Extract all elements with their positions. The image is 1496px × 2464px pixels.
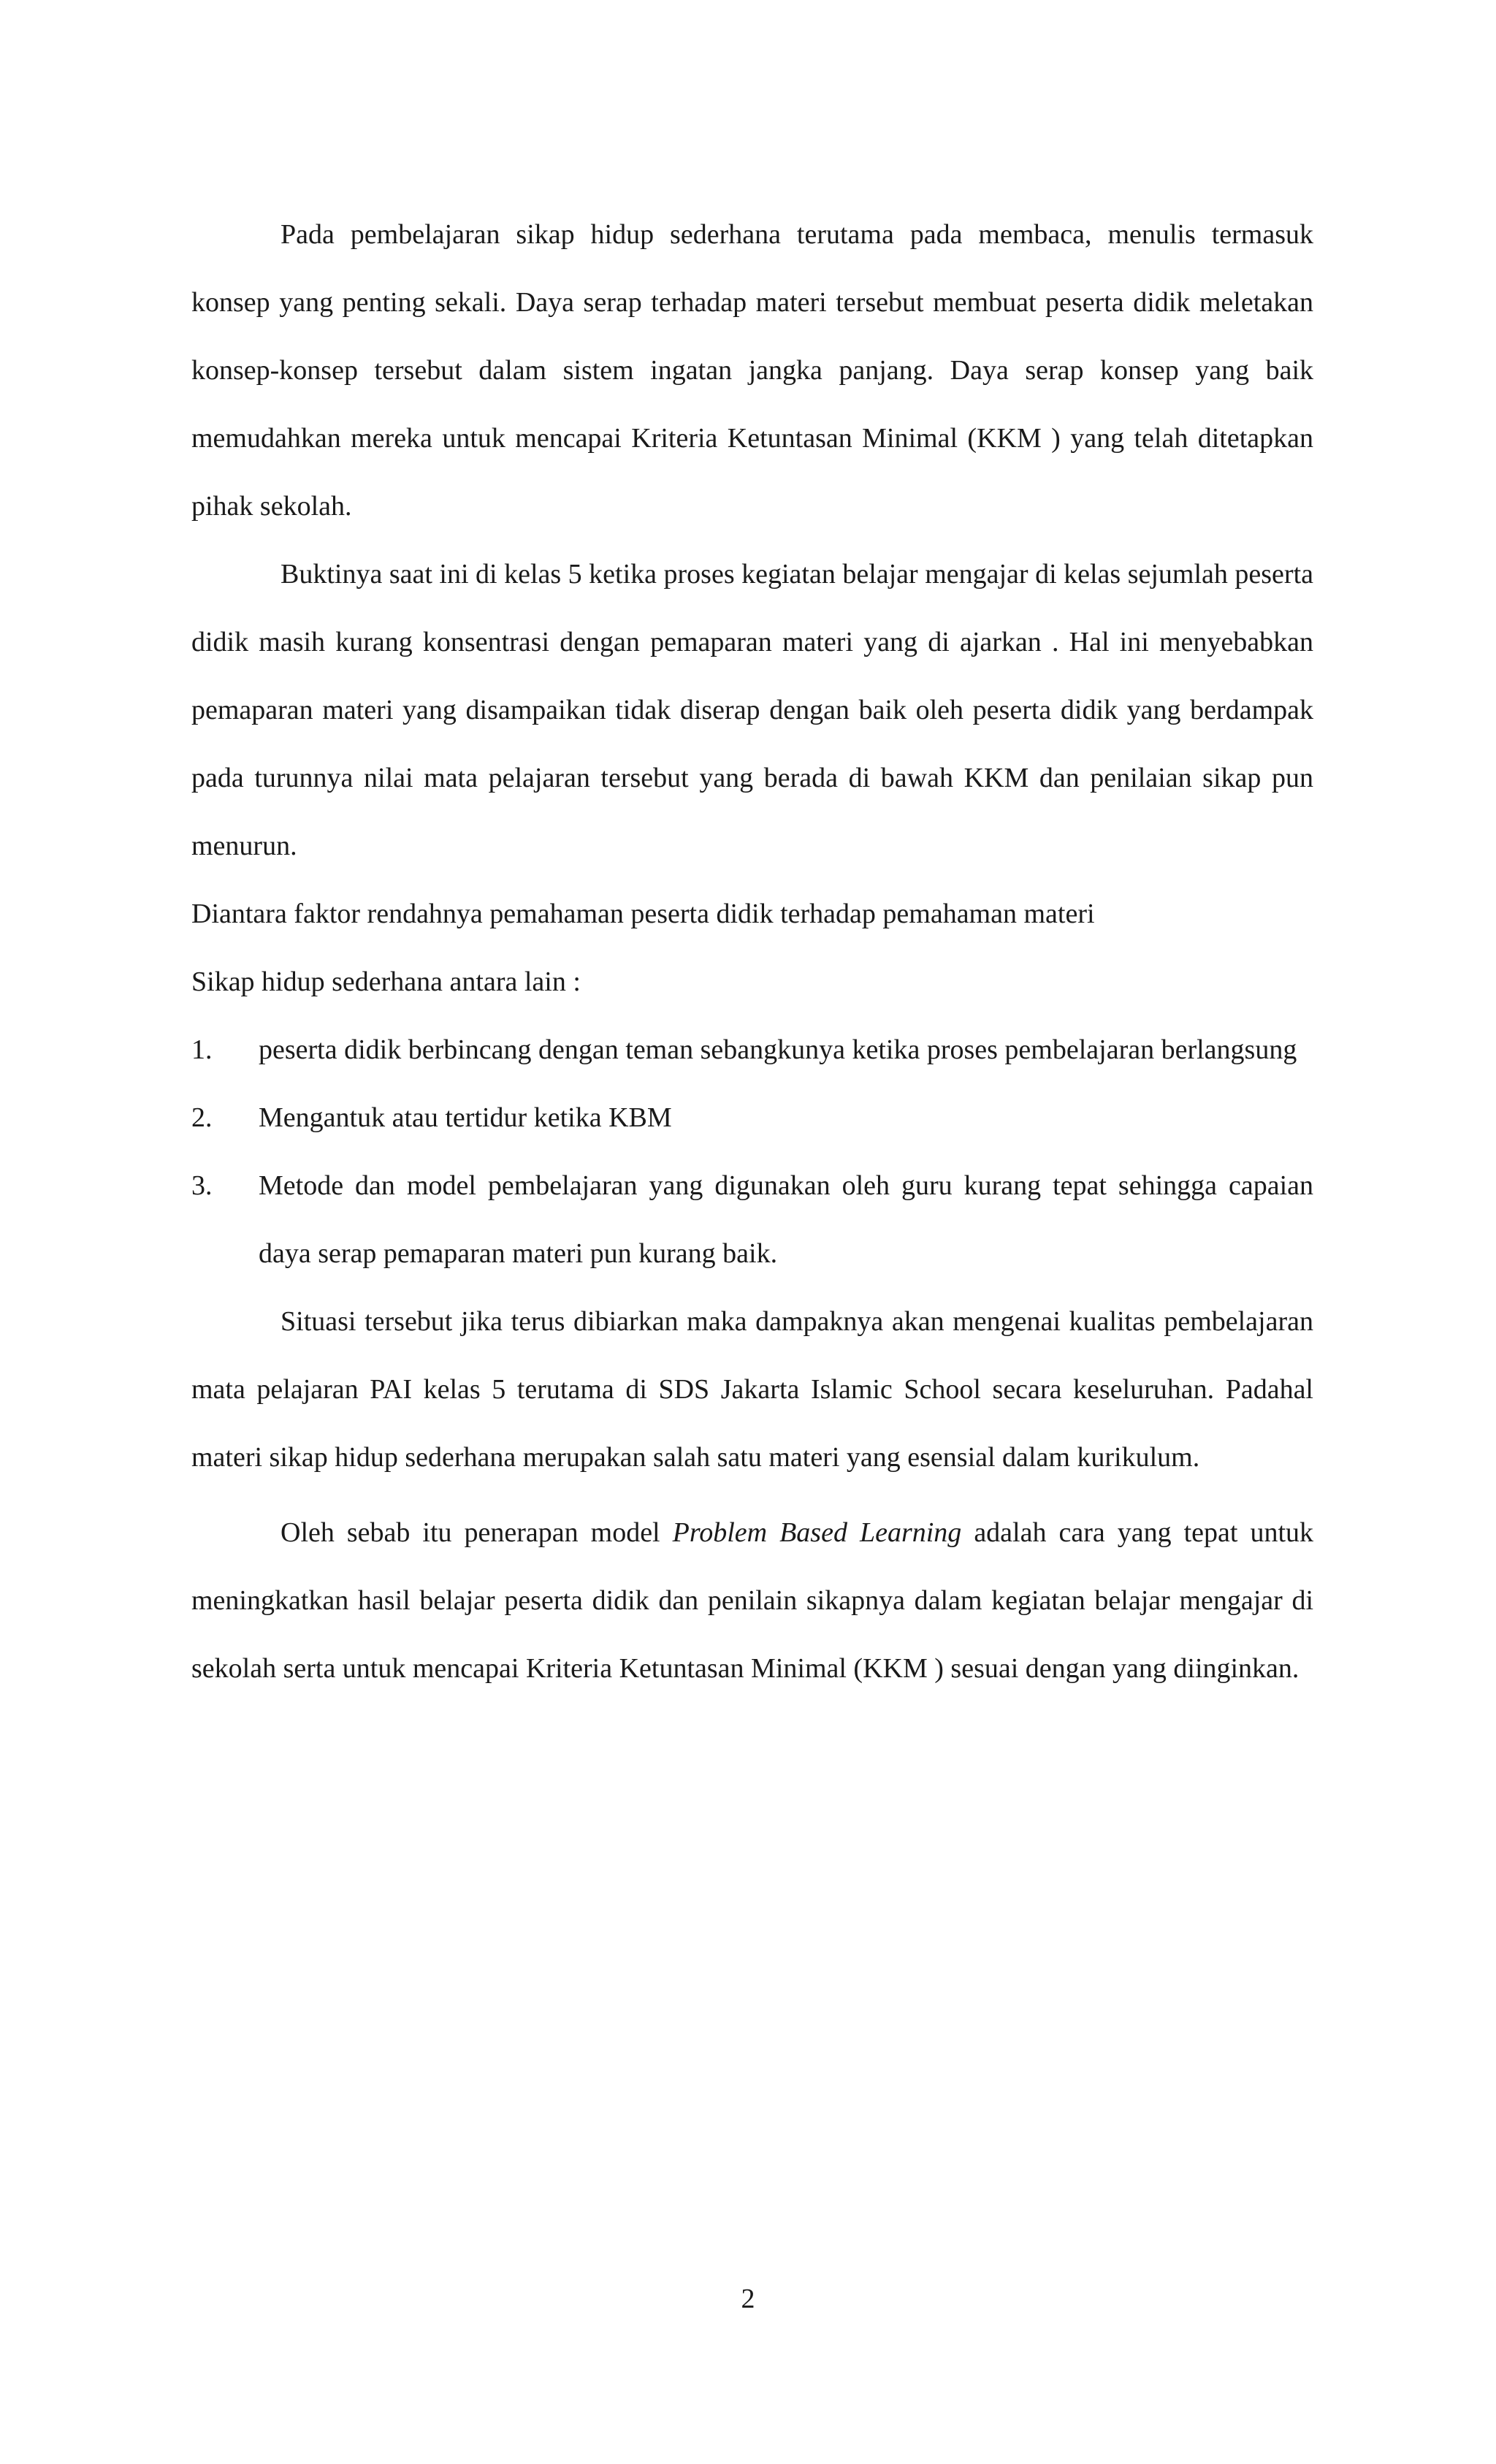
list-item-number: 2. [191,1102,213,1133]
list-item-text: Metode dan model pembelajaran yang digunakan oleh guru kurang tepat sehingga capaian daya serap pemaparan materi pun kurang baik. [259,1170,1313,1269]
list-item-text: peserta didik berbincang dengan teman sebangkunya ketika proses pembelajaran berlangsung [259,1034,1297,1065]
paragraph-2: Buktinya saat ini di kelas 5 ketika proses kegiatan belajar mengajar di kelas sejumlah peserta didik masih kurang konsentrasi dengan pemaparan materi yang di ajarkan . Hal ini menyebabkan pemaparan materi yang disampaikan tidak diserap dengan baik oleh peserta didik yang berdampak pada turunnya nilai mata pelajaran tersebut yang berada di bawah KKM dan penilaian sikap pun menurun. [191,559,1313,861]
paragraph-5-model-name: Problem Based Learning [672,1517,962,1548]
list-item-number: 1. [191,1034,213,1065]
paragraph-5-text-end: adalah cara yang tepat untuk meningkatkan hasil belajar peserta didik dan penilain sikapnya dalam kegiatan belajar mengajar di sekolah serta untuk mencapai Kriteria Ketuntasan Minimal (KKM ) sesuai dengan yang diinginkan. [191,1517,1314,1684]
paragraph-3-line-2: Sikap hidup sederhana antara lain : [191,966,581,997]
paragraph-5-text-start: Oleh sebab itu penerapan model [280,1517,673,1548]
list-item [191,1152,1313,1288]
paragraph-4: Situasi tersebut jika terus dibiarkan maka dampaknya akan mengenai kualitas pembelajaran mata pelajaran PAI kelas 5 terutama di SDS Jakarta Islamic School secara keseluruhan. Padahal materi sikap hidup sederhana merupakan salah satu materi yang esensial dalam kurikulum. [191,1306,1313,1473]
page-number: 2 [741,2284,755,2314]
paragraph-3-line-1: Diantara faktor rendahnya pemahaman peserta didik terhadap pemahaman materi [191,899,1095,929]
list-item [191,1016,1313,1084]
paragraph-5 [191,1499,1313,1703]
list-item [191,1084,1313,1152]
list-item-text: Mengantuk atau tertidur ketika KBM [259,1102,672,1133]
document-body [191,201,1313,1703]
paragraph-1: Pada pembelajaran sikap hidup sederhana terutama pada membaca, menulis termasuk konsep yang penting sekali. Daya serap terhadap materi tersebut membuat peserta didik meletakan konsep-konsep tersebut dalam sistem ingatan jangka panjang. Daya serap konsep yang baik memudahkan mereka untuk mencapai Kriteria Ketuntasan Minimal (KKM ) yang telah ditetapkan pihak sekolah. [191,219,1313,522]
list-item-number: 3. [191,1170,213,1201]
factor-list [191,1016,1313,1288]
